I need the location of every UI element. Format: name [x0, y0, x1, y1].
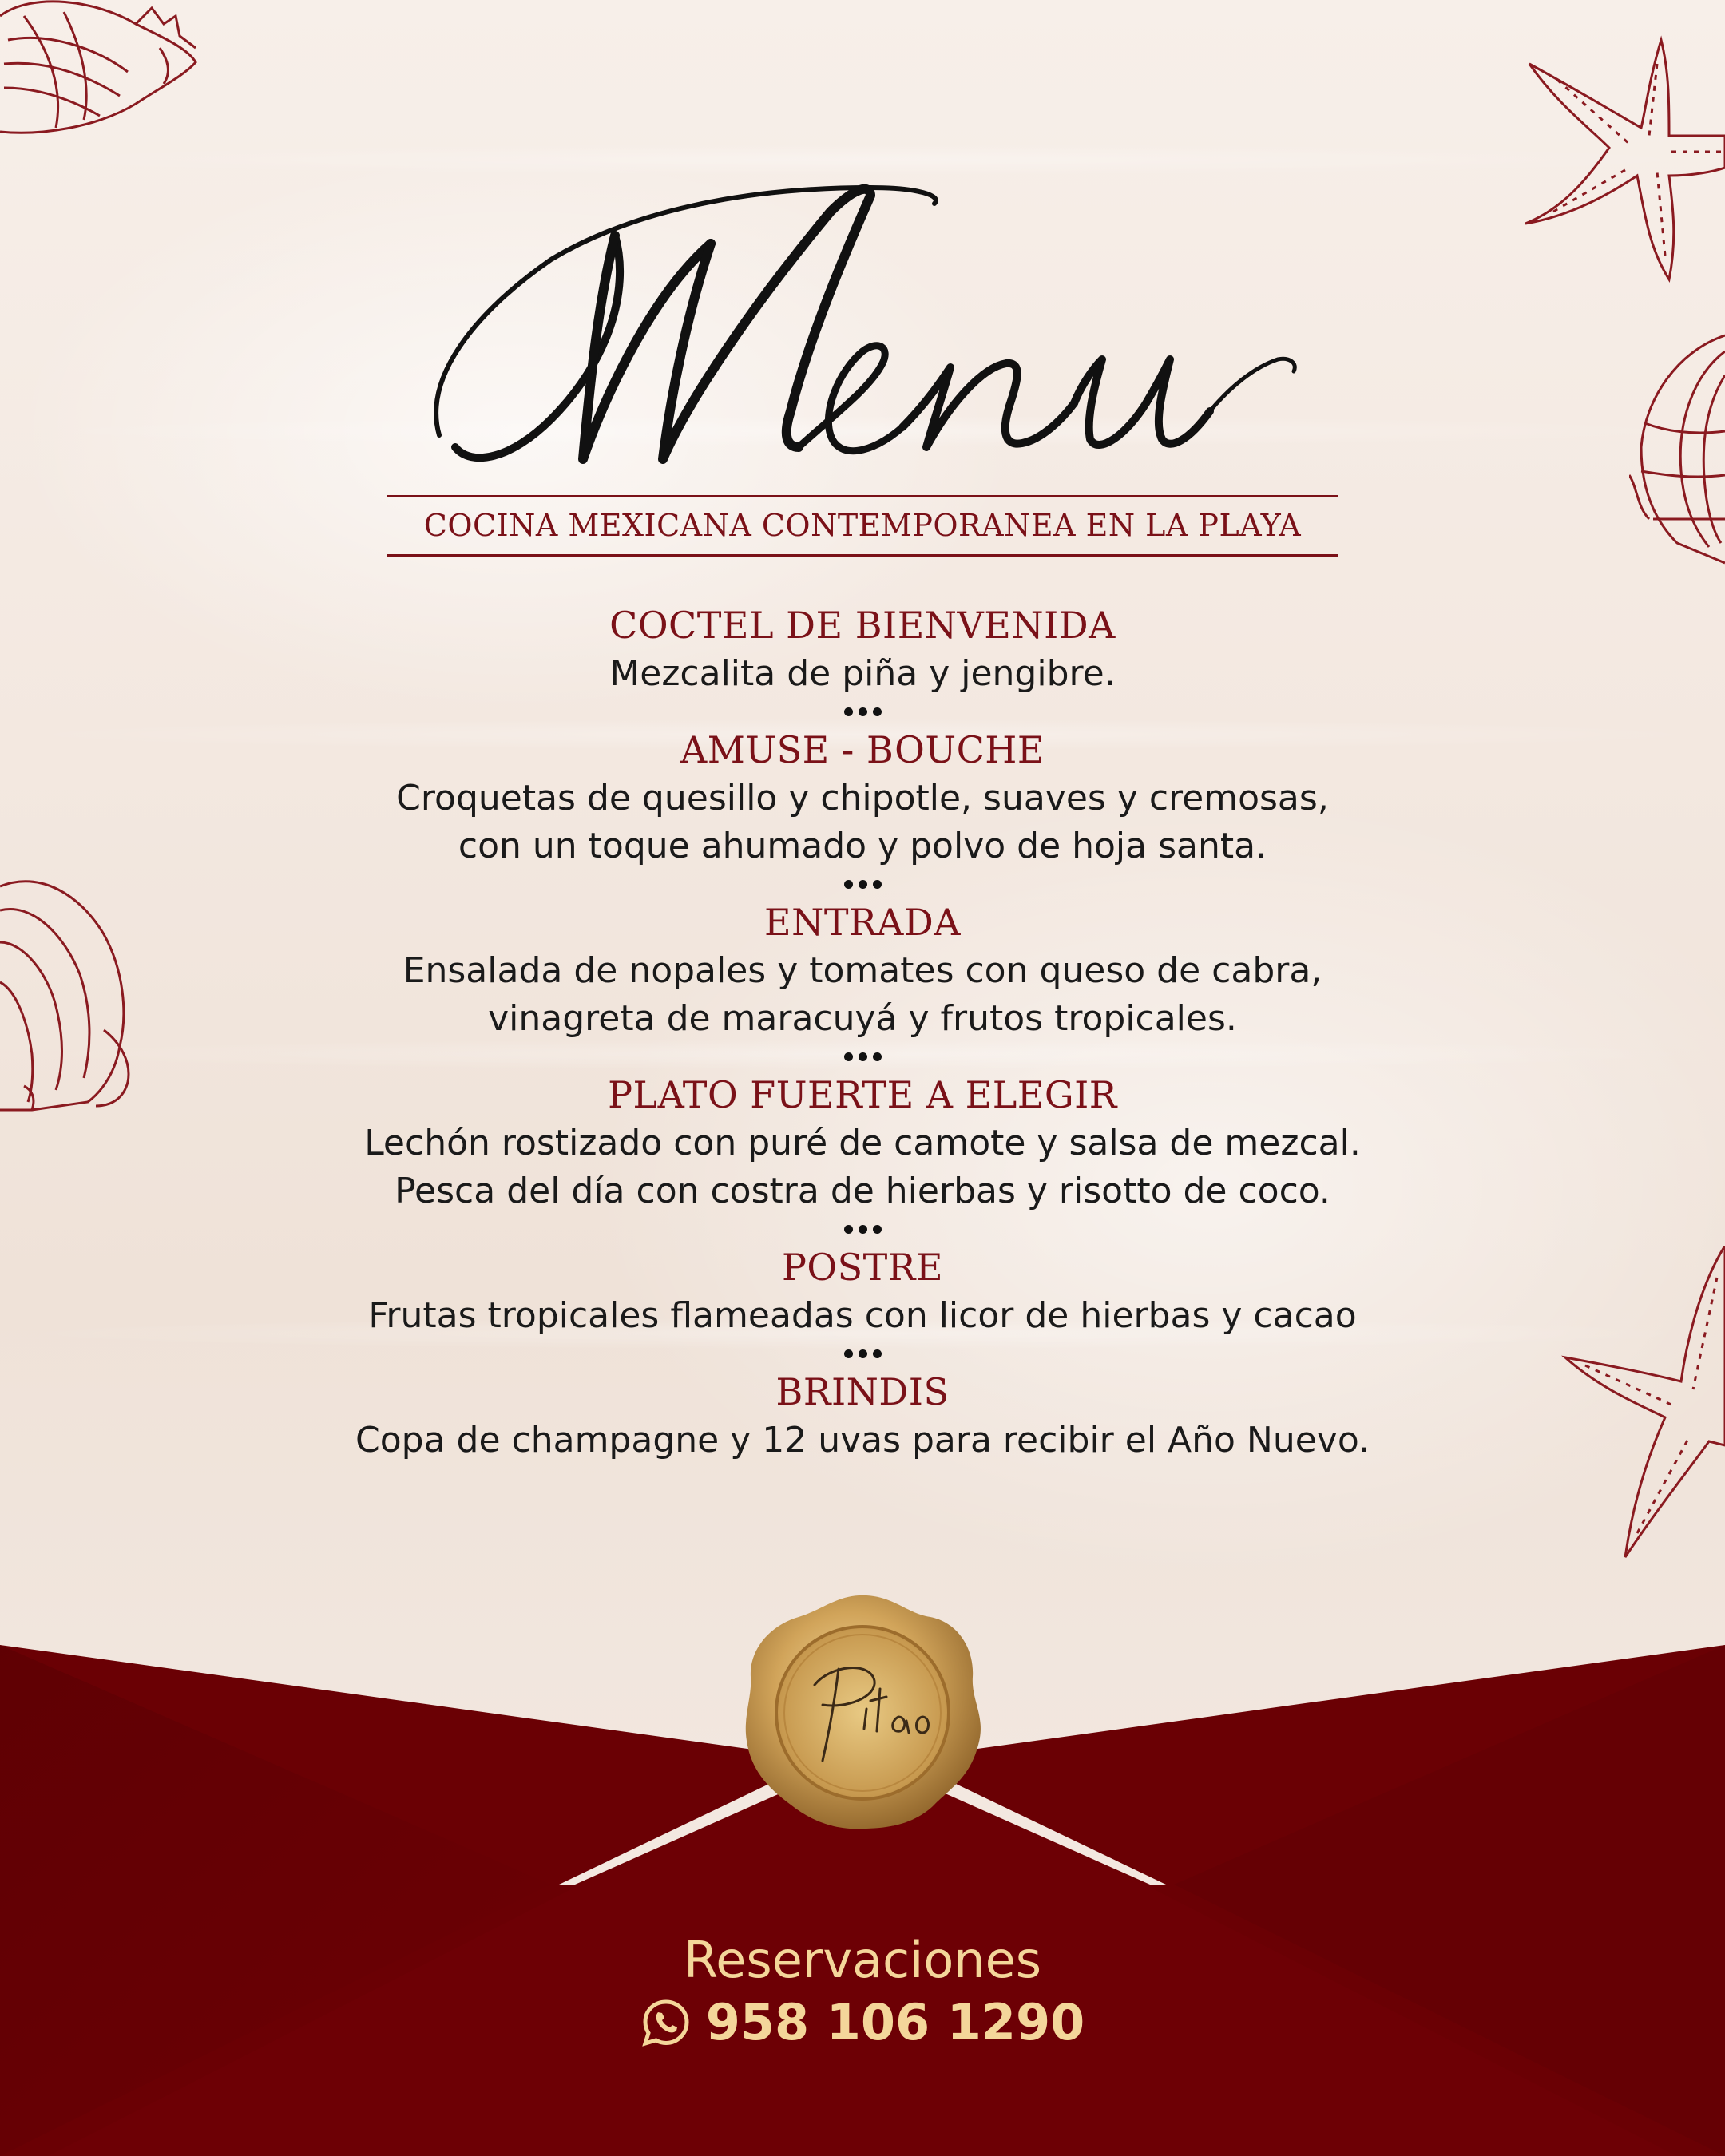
phone-row[interactable] [559, 1993, 1166, 2052]
phone-number[interactable]: 958 106 1290 [705, 1993, 1085, 2051]
scallop-shell-icon [0, 870, 136, 1126]
course-description: Croquetas de quesillo y chipotle, suaves y cremosas, [396, 778, 1329, 818]
menu-script-title [423, 172, 1302, 499]
dots-separator [224, 870, 1501, 898]
dots-separator [224, 1340, 1501, 1367]
starfish-icon [1561, 1246, 1725, 1565]
reservations-label: Reservaciones [683, 1931, 1042, 1989]
course-description: Mezcalita de piña y jengibre. [609, 653, 1116, 694]
course-description: Frutas tropicales flameadas con licor de hierbas y cacao [368, 1295, 1357, 1336]
course-description: Copa de champagne y 12 uvas para recibir el Año Nuevo. [355, 1420, 1370, 1460]
course-title: AMUSE - BOUCHE [680, 728, 1045, 771]
course [224, 600, 1501, 698]
course-title: PLATO FUERTE A ELEGIR [608, 1073, 1117, 1116]
water-shimmer [0, 144, 1725, 176]
subtitle-banner [387, 495, 1338, 557]
dots-separator [224, 698, 1501, 725]
course-title: BRINDIS [775, 1370, 950, 1413]
divider-line [387, 495, 1338, 497]
course-description: Pesca del día con costra de hierbas y risotto de coco. [395, 1171, 1330, 1211]
course [224, 1242, 1501, 1340]
course [224, 1367, 1501, 1464]
scallop-shell-icon [1629, 327, 1725, 567]
course-description: con un toque ahumado y polvo de hoja santa. [458, 826, 1267, 866]
divider-line [387, 554, 1338, 557]
reservations-block [559, 1931, 1166, 2052]
course-title: POSTRE [781, 1246, 944, 1289]
course-description: Lechón rostizado con puré de camote y salsa de mezcal. [364, 1123, 1361, 1163]
dots-separator [224, 1215, 1501, 1242]
course-description: Ensalada de nopales y tomates con queso de cabra, [402, 950, 1322, 991]
starfish-icon [1509, 32, 1725, 287]
course [224, 898, 1501, 1043]
conch-shell-icon [0, 0, 200, 140]
course-title: COCTEL DE BIENVENIDA [609, 604, 1116, 647]
wax-seal-logo [735, 1589, 990, 1837]
whatsapp-icon [640, 1997, 692, 2048]
course [224, 1070, 1501, 1215]
course-title: ENTRADA [764, 901, 961, 944]
dots-separator [224, 1043, 1501, 1070]
course [224, 725, 1501, 870]
course-description: vinagreta de maracuyá y frutos tropicales. [488, 998, 1237, 1039]
menu-list [224, 600, 1501, 1464]
subtitle: COCINA MEXICANA CONTEMPORANEA EN LA PLAYA [423, 508, 1302, 543]
